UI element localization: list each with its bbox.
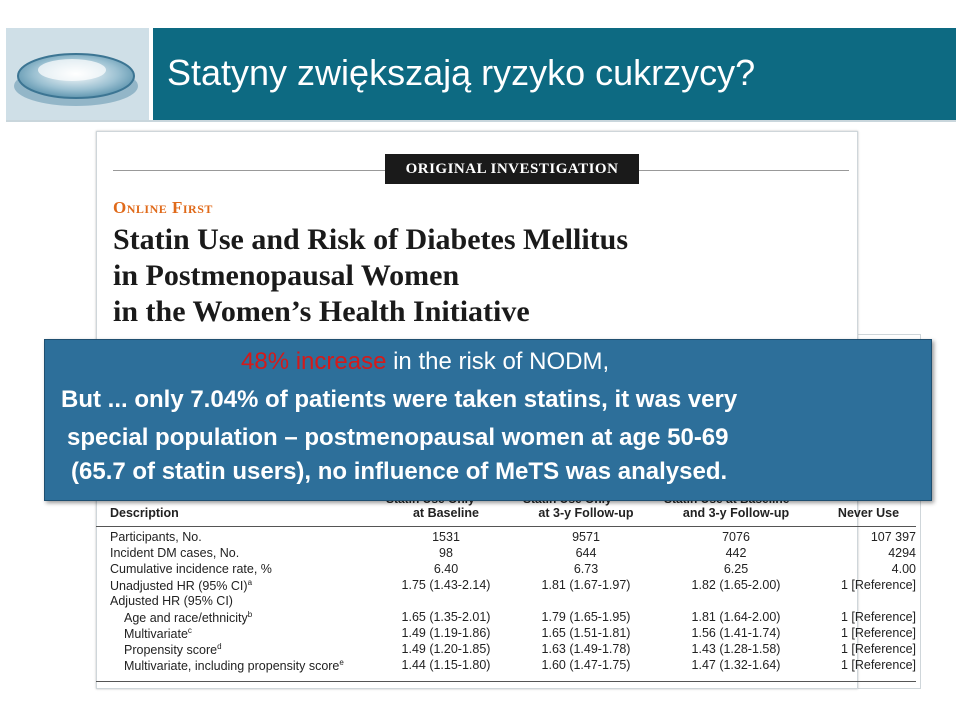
table-row — [96, 610, 921, 626]
table-cell: 1 [Reference] — [840, 578, 916, 592]
table-row — [96, 594, 921, 610]
table-row — [96, 562, 921, 578]
row-label-text: Age and race/ethnicity — [124, 611, 248, 626]
table-cell: 1.43 (1.28-1.58) — [691, 642, 781, 656]
table-row — [96, 642, 921, 658]
table-row — [96, 626, 921, 642]
row-label-text: Propensity score — [124, 643, 218, 658]
table-cell: 1 [Reference] — [840, 610, 916, 624]
table-cell: 1.82 (1.65-2.00) — [691, 578, 781, 592]
table-cell: 1.49 (1.19-1.86) — [401, 626, 491, 640]
article-title-line: in Postmenopausal Women — [113, 259, 460, 292]
table-cell: 1.44 (1.15-1.80) — [401, 658, 491, 672]
row-label-text: Unadjusted HR (95% CI) — [110, 579, 248, 594]
table-cell: 1 [Reference] — [840, 658, 916, 672]
table-cell: 4294 — [888, 546, 916, 560]
article-title-line: in the Women’s Health Initiative — [113, 295, 530, 328]
table-cell: 1531 — [432, 530, 460, 544]
online-first-label: Online First — [113, 198, 213, 217]
row-label — [110, 546, 239, 560]
row-label-text: Participants, No. — [110, 530, 202, 544]
row-label-text: Multivariate, including propensity score — [124, 659, 340, 674]
table-cell: 1.49 (1.20-1.85) — [401, 642, 491, 656]
table-row — [96, 658, 921, 674]
slide-header — [6, 28, 956, 120]
table-cell: 442 — [725, 546, 747, 560]
table-cell: 98 — [439, 546, 453, 560]
table-cell: 1.75 (1.43-2.14) — [401, 578, 491, 592]
table-cell: 1 [Reference] — [840, 642, 916, 656]
table-bottom-rule — [96, 681, 916, 682]
column-header-followup: at 3-y Follow-up — [538, 506, 634, 520]
column-header-description: Description — [110, 506, 179, 520]
column-header-baseline-followup: and 3-y Follow-up — [682, 506, 790, 520]
table-cell: 1.81 (1.67-1.97) — [541, 578, 631, 592]
callout-line-2: But ... only 7.04% of patients were taken statins, it was very — [61, 386, 738, 413]
footnote-marker: d — [217, 642, 222, 651]
row-label-text: Cumulative incidence rate, % — [110, 562, 272, 576]
table-cell: 6.25 — [723, 562, 749, 576]
table-cell: 1.47 (1.32-1.64) — [691, 658, 781, 672]
table-cell: 6.40 — [433, 562, 459, 576]
row-label — [110, 562, 272, 576]
row-label — [124, 658, 344, 673]
table-cell: 1.60 (1.47-1.75) — [541, 658, 631, 672]
callout-highlight: 48% increase — [241, 348, 387, 375]
title-bar — [153, 28, 956, 120]
table-cell: 1.63 (1.49-1.78) — [541, 642, 631, 656]
row-label — [124, 642, 222, 657]
row-label-text: Incident DM cases, No. — [110, 546, 240, 560]
callout-line-1-text: in the risk of NODM, — [386, 348, 610, 375]
footnote-marker: c — [187, 626, 192, 635]
column-header-baseline: at Baseline — [412, 506, 479, 520]
table-cell: 1.65 (1.35-2.01) — [401, 610, 491, 624]
table-cell: 1.65 (1.51-1.81) — [541, 626, 631, 640]
table-cell: 9571 — [572, 530, 600, 544]
glass-disc-icon — [6, 28, 149, 120]
article-title — [113, 222, 628, 330]
row-label — [110, 594, 233, 608]
table-row — [96, 546, 921, 562]
section-label: ORIGINAL INVESTIGATION — [385, 154, 639, 184]
footnote-marker: e — [339, 658, 344, 667]
table-cell: 107 397 — [870, 530, 916, 544]
article-title-line: Statin Use and Risk of Diabetes Mellitus — [113, 223, 629, 256]
column-header-never-use: Never Use — [837, 506, 900, 520]
results-table — [96, 486, 921, 686]
table-cell: 4.00 — [891, 562, 916, 576]
callout-line-3: special population – postmenopausal women at age 50-69 — [67, 424, 729, 451]
slide-title: Statyny zwiększają ryzyko cukrzycy? — [167, 52, 756, 93]
row-label — [110, 578, 252, 593]
row-label — [124, 610, 252, 625]
row-label-text: Multivariate — [124, 627, 188, 642]
table-cell: 1 [Reference] — [840, 626, 916, 640]
table-row — [96, 578, 921, 594]
table-cell: 1.79 (1.65-1.95) — [541, 610, 631, 624]
callout-line-1 — [241, 348, 609, 376]
table-cell: 7076 — [722, 530, 750, 544]
table-row — [96, 530, 921, 546]
row-label — [110, 530, 202, 544]
row-label — [124, 626, 192, 641]
row-label-text: Adjusted HR (95% CI) — [110, 594, 233, 608]
callout-line-4: (65.7 of statin users), no influence of MeTS was analysed. — [71, 458, 728, 485]
table-cell: 6.73 — [573, 562, 599, 576]
table-cell: 1.56 (1.41-1.74) — [691, 626, 781, 640]
table-cell: 644 — [575, 546, 597, 560]
callout-box — [44, 339, 932, 501]
logo-image — [6, 28, 149, 120]
header-divider — [6, 120, 956, 122]
table-cell: 1.81 (1.64-2.00) — [691, 610, 781, 624]
footnote-marker: b — [247, 610, 253, 619]
footnote-marker: a — [247, 578, 253, 587]
